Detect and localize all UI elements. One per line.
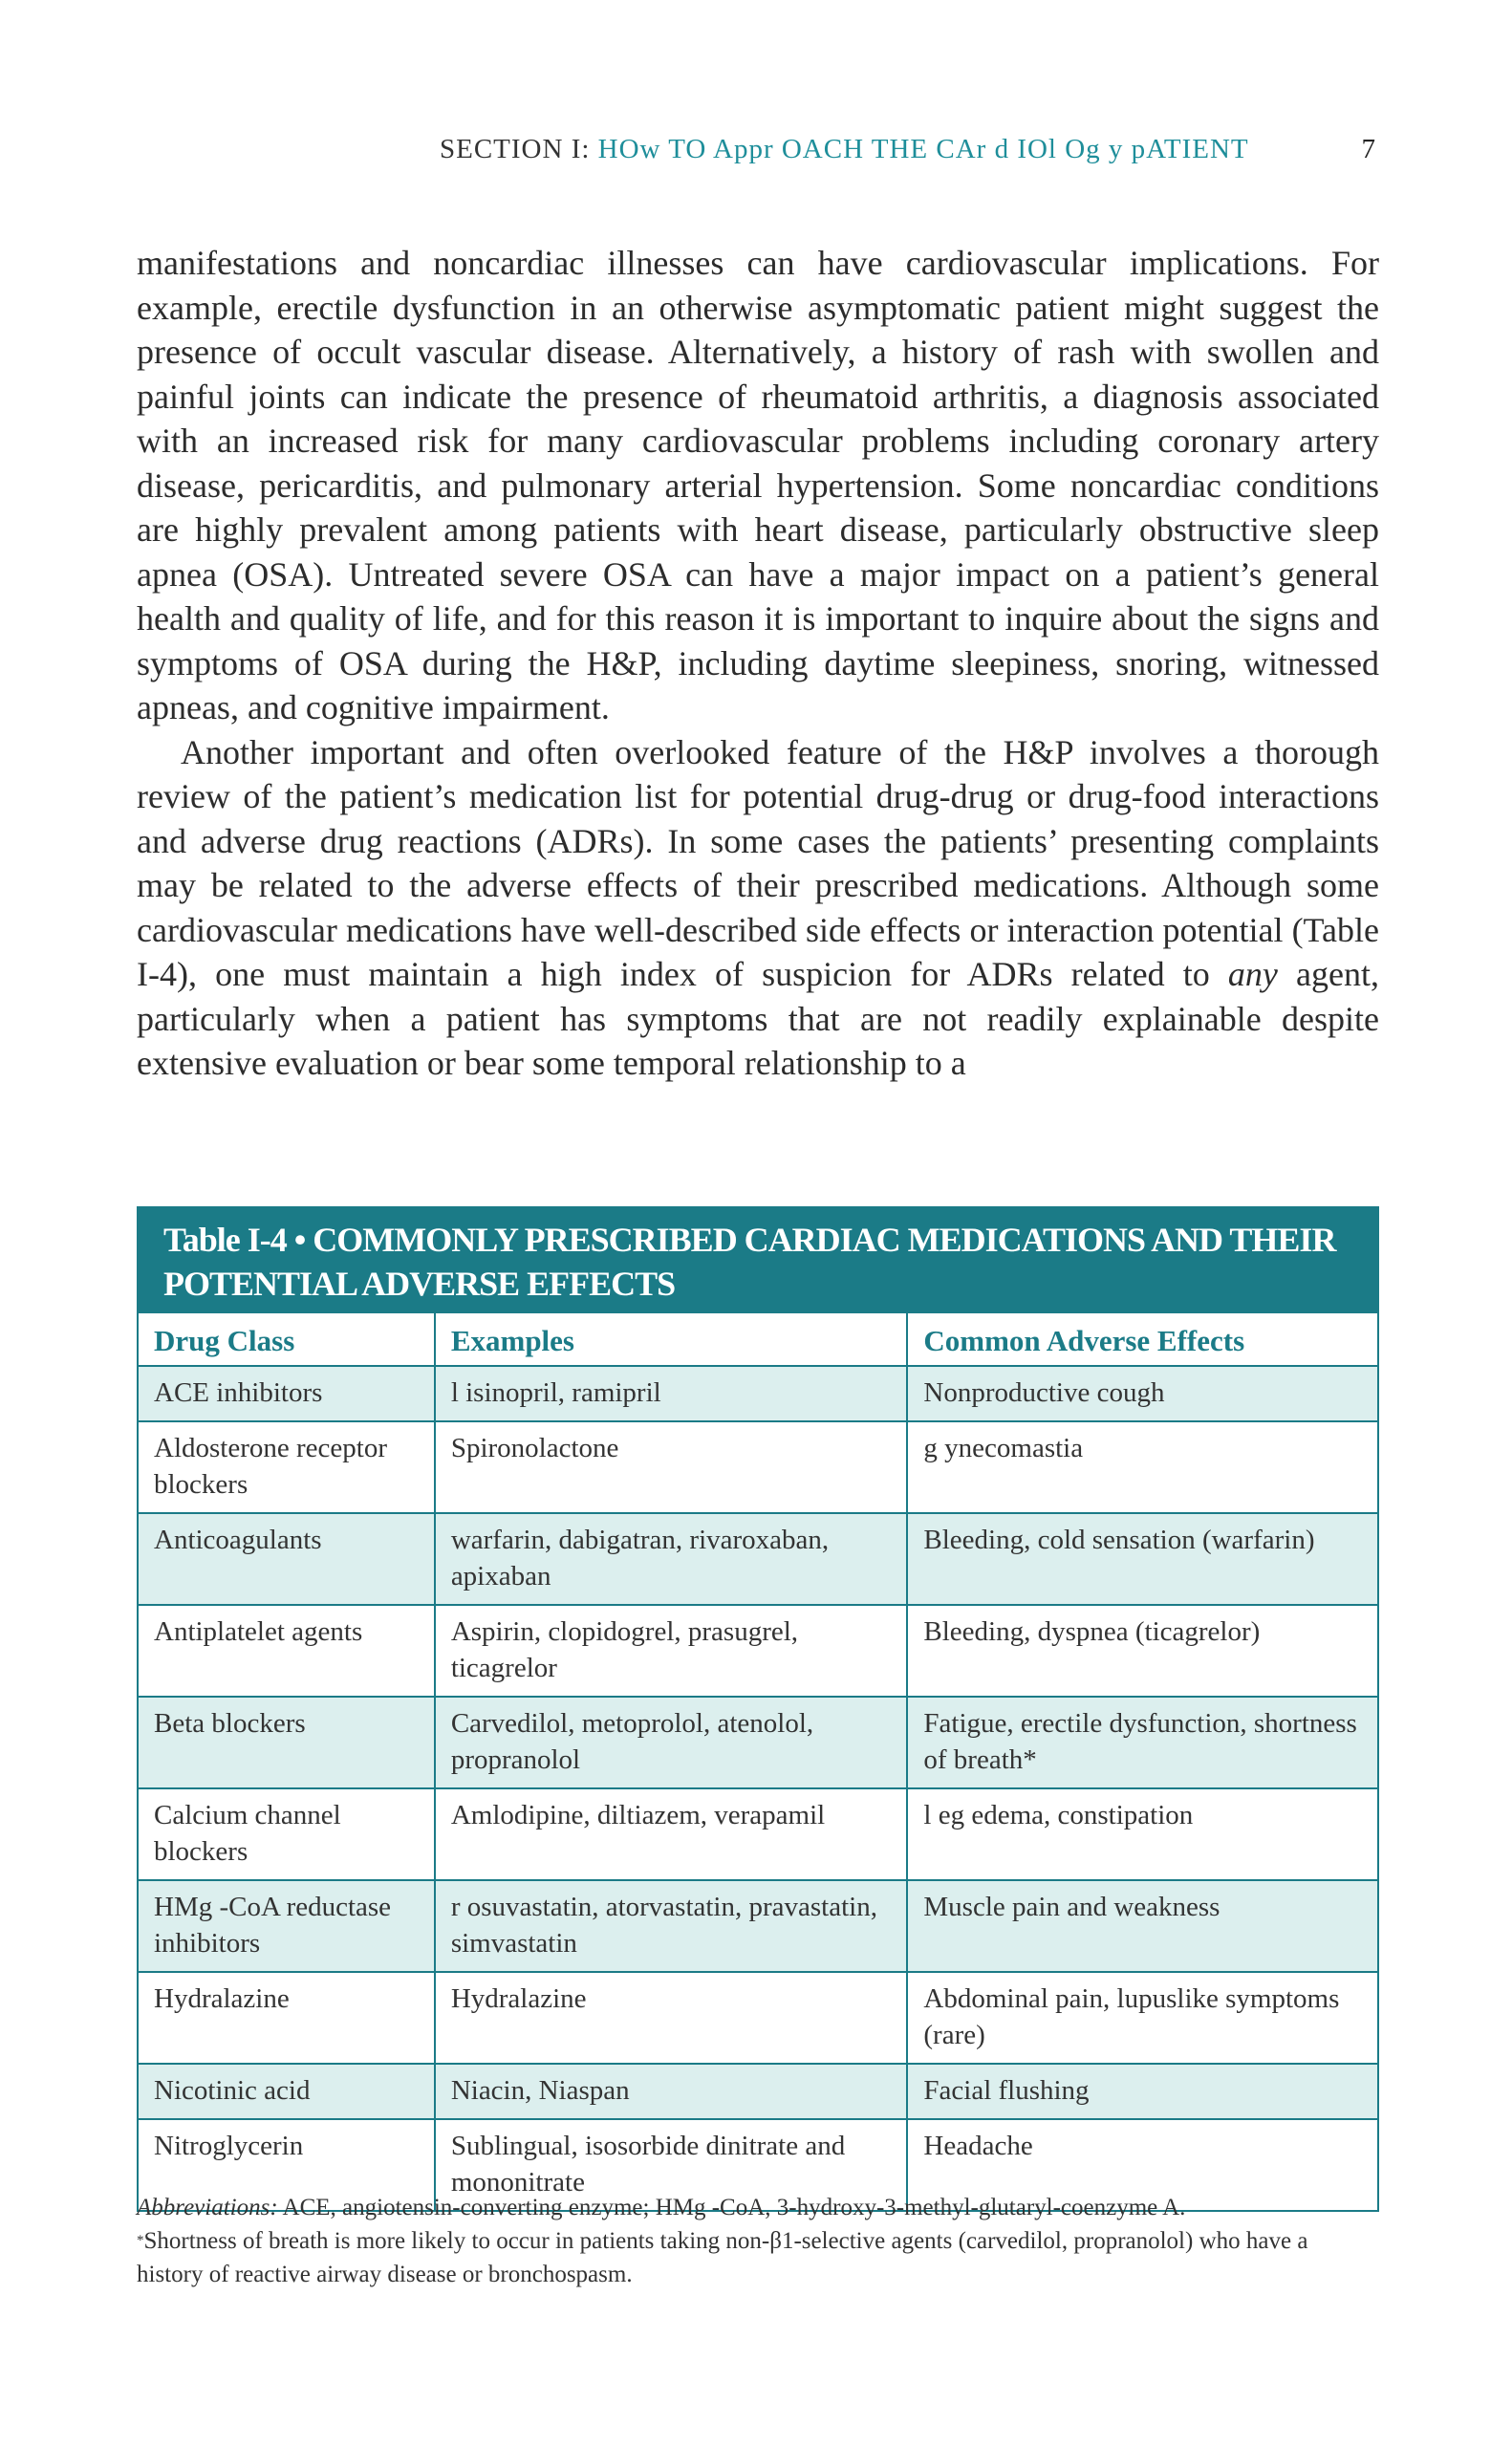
header-adverse-effects: Common Adverse Effects [907, 1312, 1378, 1366]
abbreviations-note [137, 2191, 1379, 2224]
examples-cell: warfarin, dabigatran, rivaroxaban, apixaban [435, 1513, 908, 1605]
paragraph-2-emphasis: any [1227, 955, 1278, 993]
drug-class-cell: Hydralazine [138, 1972, 435, 2064]
running-head-title: HOw TO Appr OACH THE CAr d IOl Og y pATIENT [597, 134, 1249, 164]
header-examples: Examples [435, 1312, 908, 1366]
page-number: 7 [1361, 134, 1376, 164]
table-row [138, 1513, 1378, 1605]
examples-cell: Spironolactone [435, 1421, 908, 1513]
drug-class-cell: ACE inhibitors [138, 1366, 435, 1421]
body-text [137, 241, 1379, 1086]
examples-cell: Hydralazine [435, 1972, 908, 2064]
examples-cell: Amlodipine, diltiazem, verapamil [435, 1788, 908, 1880]
paragraph-2 [137, 730, 1379, 1086]
adverse-effects-cell: Headache [907, 2119, 1378, 2211]
table-title-row [138, 1207, 1378, 1312]
table-row [138, 1605, 1378, 1697]
table-row [138, 1788, 1378, 1880]
adverse-effects-cell: g ynecomastia [907, 1421, 1378, 1513]
drug-class-cell: Anticoagulants [138, 1513, 435, 1605]
adverse-effects-cell: Facial flushing [907, 2064, 1378, 2119]
table-row [138, 1366, 1378, 1421]
table-notes [137, 2191, 1379, 2291]
drug-class-cell: HMg -CoA reductase inhibitors [138, 1880, 435, 1972]
abbreviations-text: ACE, angiotensin-converting enzyme; HMg -CoA, 3-hydroxy-3-methyl-glutaryl-coenzyme A. [277, 2195, 1186, 2220]
table-row [138, 1421, 1378, 1513]
drug-class-cell: Antiplatelet agents [138, 1605, 435, 1697]
drug-class-cell: Aldosterone receptor blockers [138, 1421, 435, 1513]
table-title: Table I-4 • COMMONLY PRESCRIBED CARDIAC MEDICATIONS AND THEIR POTENTIAL ADVERSE EFFECTS [138, 1207, 1378, 1312]
examples-cell: Sublingual, isosorbide dinitrate and mononitrate [435, 2119, 908, 2211]
medications-table [137, 1206, 1379, 2212]
table-header-row [138, 1312, 1378, 1366]
adverse-effects-cell: Bleeding, dyspnea (ticagrelor) [907, 1605, 1378, 1697]
running-head [440, 134, 1376, 172]
table-row [138, 2064, 1378, 2119]
drug-class-cell: Beta blockers [138, 1697, 435, 1788]
adverse-effects-cell: Nonproductive cough [907, 1366, 1378, 1421]
adverse-effects-cell: Bleeding, cold sensation (warfarin) [907, 1513, 1378, 1605]
drug-class-cell: Nitroglycerin [138, 2119, 435, 2211]
table-row [138, 1880, 1378, 1972]
examples-cell: l isinopril, ramipril [435, 1366, 908, 1421]
paragraph-2-part-a: Another important and often overlooked feature of the H&P involves a thorough review of the patient’s medication list for potential drug-drug or drug-food interactions and adverse drug reactions (ADRs). In some cases the patients’ presenting complaints may be related to the adverse effects of their prescribed medications. Although some cardiovascular medications have well-described side effects or interaction potential (Table I-4), one must maintain a high index of suspicion for ADRs related to [137, 732, 1379, 993]
footnote-text: Shortness of breath is more likely to occur in patients taking non-β1-selective agents (carvedilol, propranolol) who have a history of reactive airway disease or bronchospasm. [137, 2228, 1308, 2287]
header-drug-class: Drug Class [138, 1312, 435, 1366]
table-row [138, 1697, 1378, 1788]
examples-cell: Aspirin, clopidogrel, prasugrel, ticagrelor [435, 1605, 908, 1697]
footnote [137, 2224, 1379, 2291]
examples-cell: r osuvastatin, atorvastatin, pravastatin, simvastatin [435, 1880, 908, 1972]
running-head-section: SECTION I: [440, 134, 591, 164]
adverse-effects-cell: l eg edema, constipation [907, 1788, 1378, 1880]
drug-class-cell: Calcium channel blockers [138, 1788, 435, 1880]
table-row [138, 1972, 1378, 2064]
paragraph-2-part-b: agent, particularly when a patient has symptoms that are not readily explainable despite extensive evaluation or bear some temporal relationship to a [137, 955, 1379, 1082]
drug-class-cell: Nicotinic acid [138, 2064, 435, 2119]
examples-cell: Niacin, Niaspan [435, 2064, 908, 2119]
footnote-mark: * [137, 2233, 144, 2248]
adverse-effects-cell: Fatigue, erectile dysfunction, shortness of breath* [907, 1697, 1378, 1788]
examples-cell: Carvedilol, metoprolol, atenolol, propranolol [435, 1697, 908, 1788]
abbreviations-label: Abbreviations: [137, 2195, 278, 2220]
paragraph-1: manifestations and noncardiac illnesses can have cardiovascular implications. For example, erectile dysfunction in an otherwise asymptomatic patient might suggest the presence of occult vascular disease. Alternatively, a history of rash with swollen and painful joints can indicate the presence of rheumatoid arthritis, a diagnosis associated with an increased risk for many cardiovascular problems including coronary artery disease, pericarditis, and pulmonary arterial hypertension. Some noncardiac conditions are highly prevalent among patients with heart disease, particularly obstructive sleep apnea (OSA). Untreated severe OSA can have a major impact on a patient’s general health and quality of life, and for this reason it is important to inquire about the signs and symptoms of OSA during the H&P, including daytime sleepiness, snoring, witnessed apneas, and cognitive impairment. [137, 244, 1379, 726]
adverse-effects-cell: Abdominal pain, lupuslike symptoms (rare) [907, 1972, 1378, 2064]
adverse-effects-cell: Muscle pain and weakness [907, 1880, 1378, 1972]
